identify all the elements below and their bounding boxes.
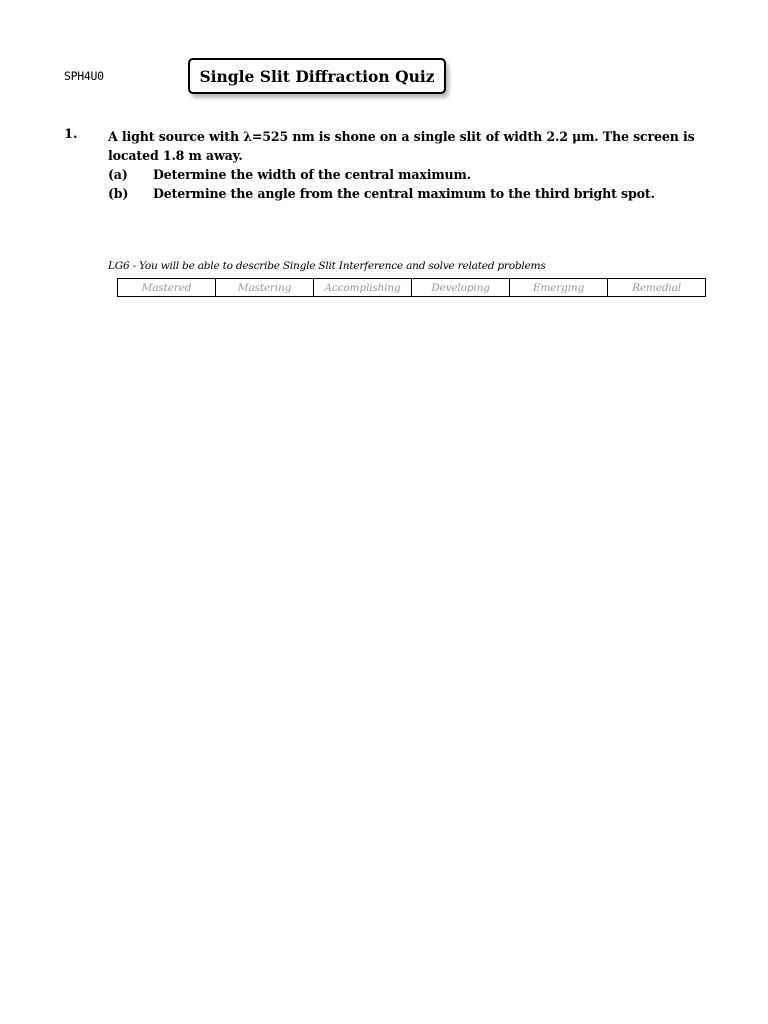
question-number: 1. <box>64 127 78 142</box>
rubric-table <box>117 278 706 297</box>
rubric-level-mastered: Mastered <box>118 279 216 297</box>
rubric-level-remedial: Remedial <box>608 279 706 297</box>
rubric-level-mastering: Mastering <box>216 279 314 297</box>
part-b-letter: (b) <box>108 186 129 201</box>
question-part-a <box>108 165 471 184</box>
part-a-text: Determine the width of the central maximum. <box>153 167 471 182</box>
rubric-level-developing: Developing <box>412 279 510 297</box>
rubric-row <box>118 279 706 297</box>
rubric-level-accomplishing: Accomplishing <box>314 279 412 297</box>
quiz-title-box <box>188 58 446 94</box>
learning-goal-text: LG6 - You will be able to describe Single Slit Interference and solve related problems <box>108 260 546 272</box>
quiz-title: Single Slit Diffraction Quiz <box>199 66 435 86</box>
course-code: SPH4U0 <box>64 69 104 83</box>
question-text: A light source with λ=525 nm is shone on a single slit of width 2.2 μm. The screen is located 1.8 m away. <box>108 129 695 163</box>
part-a-letter: (a) <box>108 167 128 182</box>
rubric-level-emerging: Emerging <box>510 279 608 297</box>
part-b-text: Determine the angle from the central maximum to the third bright spot. <box>153 186 655 201</box>
question-part-b <box>108 184 655 203</box>
